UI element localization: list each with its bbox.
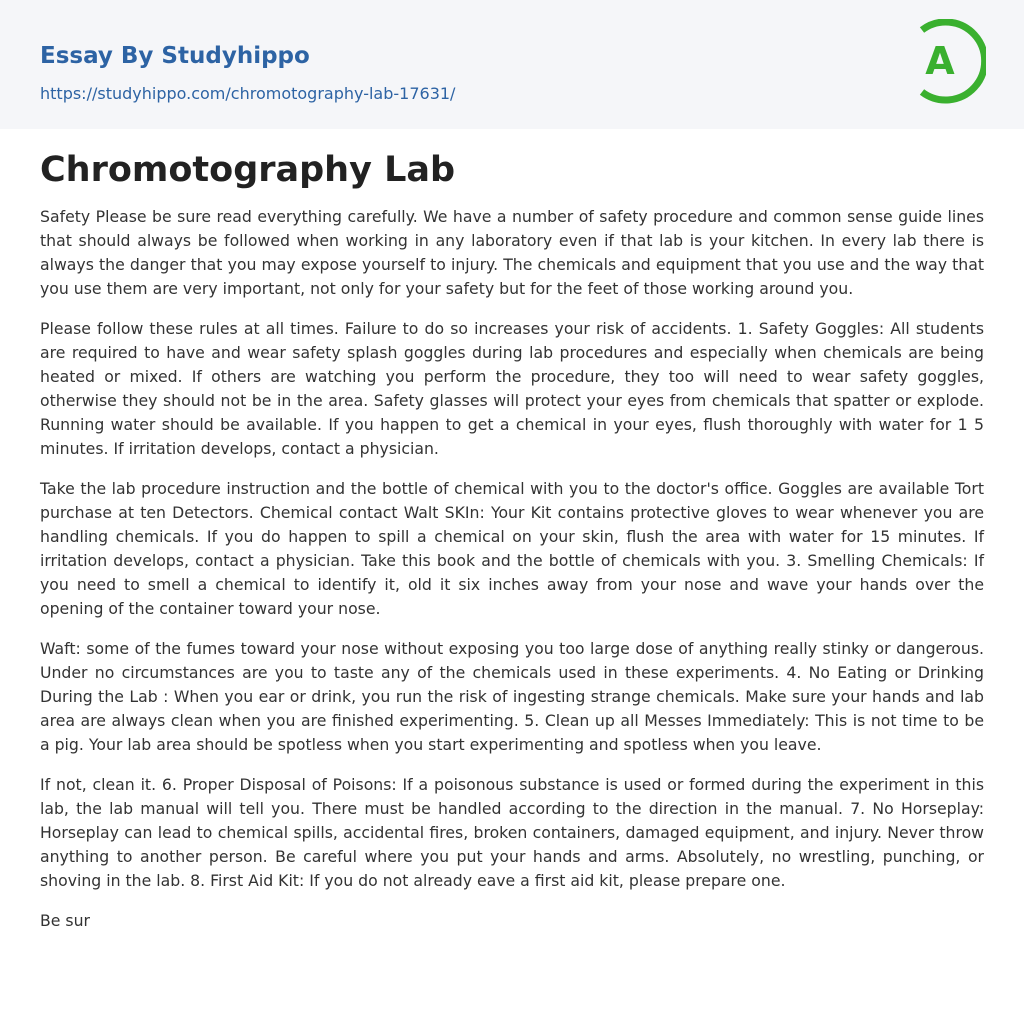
article (0, 129, 1024, 933)
page-title: Chromotography Lab (40, 150, 456, 190)
paragraph: Waft: some of the fumes toward your nose without exposing you too large dose of anything really stinky or dangerous. Under no circumstances are you to taste any of the chemicals used in these experiments. 4. No Eating or Drinking During the Lab : When you ear or drink, you run the risk of ingesting strange chemicals. Make sure your hands and lab area are always clean when you are finished experimenting. 5. Clean up all Messes Immediately: This is not time to be a pig. Your lab area should be spotless when you start experimenting and spotless when you leave. (40, 639, 984, 754)
essay-url-link[interactable]: https://studyhippo.com/chromotography-lab-17631/ (40, 84, 456, 103)
logo-letter: A (925, 39, 955, 83)
paragraph: Please follow these rules at all times. Failure to do so increases your risk of accidents. 1. Safety Goggles: All students are required to have and wear safety splash goggles during lab procedures and especially when chemicals are being heated or mixed. If others are watching you perform the procedure, they too will need to wear safety goggles, otherwise they should not be in the area. Safety glasses will protect your eyes from chemicals that spatter or explode. Running water should be available. If you happen to get a chemical in your eyes, flush thoroughly with water for 1 5 minutes. If irritation develops, contact a physician. (40, 319, 984, 458)
paragraph: Take the lab procedure instruction and the bottle of chemical with you to the doctor's office. Goggles are available Tort purchase at ten Detectors. Chemical contact Walt SKIn: Your Kit contains protective gloves to wear whenever you are handling chemicals. If you do happen to spill a chemical on your skin, flush the area with water for 15 minutes. If irritation develops, contact a physician. Take this book and the bottle of chemicals with you. 3. Smelling Chemicals: If you need to smell a chemical to identify it, old it six inches away from your nose and wave your hands over the opening of the container toward your nose. (40, 479, 984, 618)
paragraph-truncated: Be sur (40, 911, 90, 930)
site-brand[interactable]: Essay By Studyhippo (40, 43, 310, 69)
paragraph: Safety Please be sure read everything carefully. We have a number of safety procedure and common sense guide lines that should always be followed when working in any laboratory even if that lab is your kitchen. In every lab there is always the danger that you may expose yourself to injury. The chemicals and equipment that you use and the way that you use them are very important, not only for your safety but for the feet of those working around you. (40, 207, 984, 298)
paragraph: If not, clean it. 6. Proper Disposal of Poisons: If a poisonous substance is used or formed during the experiment in this lab, the lab manual will tell you. There must be handled according to the direction in the manual. 7. No Horseplay: Horseplay can lead to chemical spills, accidental fires, broken containers, damaged equipment, and injury. Never throw anything to another person. Be careful where you put your hands and arms. Absolutely, no wrestling, punching, or shoving in the lab. 8. First Aid Kit: If you do not already eave a first aid kit, please prepare one. (40, 775, 984, 890)
studyhippo-logo[interactable] (912, 19, 986, 105)
site-header (0, 0, 1024, 129)
